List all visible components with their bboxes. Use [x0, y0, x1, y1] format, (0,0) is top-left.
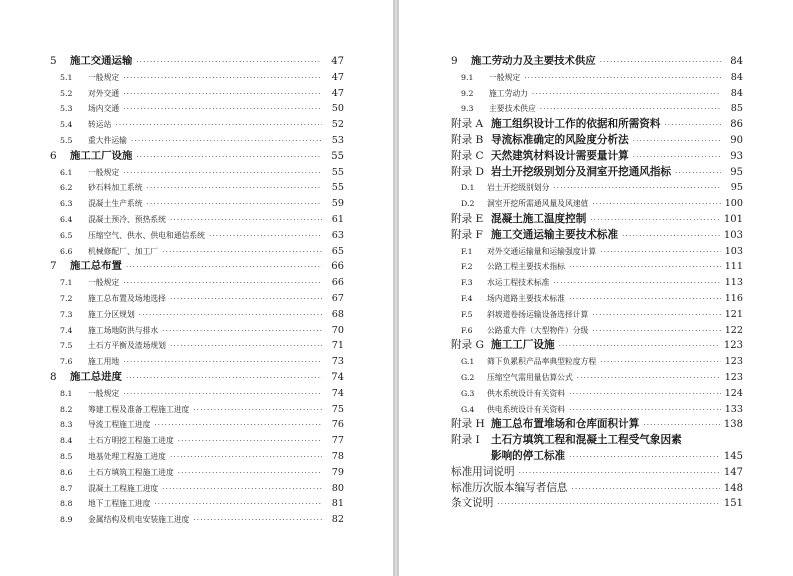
toc-entry[interactable] — [50, 117, 344, 133]
toc-entry[interactable] — [451, 449, 743, 465]
toc-entry[interactable] — [50, 338, 344, 354]
dot-leader — [154, 418, 322, 434]
toc-entry-number: G.3 — [461, 388, 475, 398]
toc-entry[interactable] — [50, 196, 344, 212]
toc-entry[interactable] — [451, 86, 743, 102]
dot-leader — [600, 355, 721, 371]
toc-entry-number: 附录 B — [451, 133, 484, 146]
toc-entry[interactable] — [451, 70, 743, 86]
toc-entry-page: 55 — [331, 182, 344, 194]
toc-entry-page: 76 — [331, 419, 344, 431]
toc-entry[interactable] — [451, 244, 743, 260]
toc-entry[interactable] — [50, 275, 344, 291]
dot-leader — [633, 134, 721, 150]
toc-entry[interactable] — [50, 386, 344, 402]
toc-entry-number: 7.5 — [60, 341, 73, 351]
toc-entry[interactable] — [50, 149, 344, 165]
dot-leader — [524, 71, 721, 87]
toc-entry-page: 86 — [730, 119, 743, 131]
toc-entry-title: 施工总进度 — [70, 370, 122, 383]
toc-entry-number: 5.2 — [60, 88, 73, 98]
toc-entry-page: 84 — [730, 71, 743, 83]
toc-entry-title: 混凝土预冷、预热系统 — [88, 214, 166, 224]
toc-entry[interactable] — [50, 165, 344, 181]
toc-entry-number: F.3 — [461, 278, 473, 288]
toc-entry-title: 压缩空气、供水、供电和通信系统 — [88, 230, 205, 240]
toc-entry-title: 公路重大件（大型物件）分级 — [487, 325, 589, 335]
toc-entry-page: 74 — [331, 387, 344, 399]
toc-entry-number: 9 — [451, 55, 458, 67]
toc-entry-title: 施工交通运输主要技术标准 — [491, 228, 619, 241]
toc-entry-page: 59 — [331, 198, 344, 210]
toc-entry-title: 施工用地 — [88, 357, 120, 367]
toc-entry[interactable] — [50, 465, 344, 481]
toc-entry-title: 施工总布置 — [70, 260, 122, 273]
dot-leader — [592, 197, 720, 213]
toc-entry-page: 73 — [331, 356, 344, 368]
toc-entry-page: 47 — [331, 87, 344, 99]
dot-leader — [559, 339, 720, 355]
dot-leader — [569, 260, 721, 276]
dot-leader — [123, 87, 322, 103]
toc-entry-page: 122 — [724, 324, 743, 336]
toc-entry-title: 土石方明挖工程施工进度 — [88, 436, 174, 446]
dot-leader — [126, 371, 322, 387]
toc-entry-page: 55 — [331, 166, 344, 178]
toc-entry[interactable] — [451, 275, 743, 291]
toc-entry[interactable] — [451, 386, 743, 402]
dot-leader — [592, 324, 720, 340]
toc-entry[interactable] — [451, 354, 743, 370]
toc-entry-title: 一般规定 — [88, 167, 120, 177]
toc-entry[interactable] — [451, 133, 743, 149]
toc-entry-number: 附录 I — [451, 434, 480, 447]
dot-leader — [123, 71, 322, 87]
toc-entry-title: 土石方填筑工程和混凝土工程受气象因素 — [491, 434, 682, 447]
toc-entry[interactable] — [50, 212, 344, 228]
toc-entry-number: D.2 — [461, 199, 475, 209]
toc-entry-number: 6.6 — [60, 246, 73, 256]
dot-leader — [123, 387, 322, 403]
dot-leader — [675, 166, 721, 182]
toc-entry-number: F.1 — [461, 246, 473, 256]
toc-entry-page: 74 — [331, 371, 344, 383]
dot-leader — [497, 497, 720, 513]
toc-entry-page: 71 — [331, 340, 344, 352]
toc-entry-number: 8.2 — [60, 404, 73, 414]
toc-entry-page: 93 — [730, 150, 743, 162]
toc-entry[interactable] — [50, 101, 344, 117]
toc-entry[interactable] — [50, 54, 344, 70]
toc-entry-title: 施工劳动力及主要技术供应 — [471, 55, 596, 67]
toc-entry-title: 地基处理工程施工进度 — [88, 451, 166, 461]
toc-entry-page: 101 — [723, 213, 743, 225]
toc-entry-title: 机械修配厂、加工厂 — [88, 246, 159, 256]
toc-entry-page: 121 — [724, 308, 743, 320]
toc-entry-page: 63 — [331, 229, 344, 241]
toc-entry-page: 103 — [723, 229, 743, 241]
toc-entry-number: 6.2 — [60, 183, 73, 193]
toc-entry-number: 8.5 — [60, 451, 73, 461]
dot-leader — [569, 292, 721, 308]
dot-leader — [162, 324, 322, 340]
toc-entry-title: 施工组织设计工作的依据和所需资料 — [491, 118, 661, 131]
toc-entry-number: 附录 A — [451, 118, 484, 131]
toc-entry-title: 地下工程施工进度 — [88, 499, 151, 509]
dot-leader — [592, 308, 720, 324]
toc-entry-number: 附录 E — [451, 212, 484, 225]
toc-entry[interactable] — [50, 433, 344, 449]
toc-entry[interactable] — [451, 370, 743, 386]
toc-entry-title: 条文说明 — [451, 497, 494, 510]
toc-entry-number: 6.3 — [60, 199, 73, 209]
toc-entry[interactable] — [451, 323, 743, 339]
toc-entry-number: F.2 — [461, 262, 473, 272]
dot-leader — [178, 466, 322, 482]
dot-leader — [136, 55, 322, 71]
toc-entry-number: 9.3 — [461, 104, 474, 114]
dot-leader — [569, 403, 721, 419]
toc-entry-page: 145 — [723, 450, 743, 462]
dot-leader — [123, 166, 322, 182]
dot-leader — [569, 450, 720, 466]
toc-entry-page: 75 — [331, 403, 344, 415]
toc-entry-page: 65 — [331, 245, 344, 257]
toc-entry-page: 147 — [723, 466, 743, 478]
toc-entry-title: 水运工程技术标准 — [487, 278, 550, 288]
toc-entry[interactable] — [50, 496, 344, 512]
toc-entry[interactable] — [451, 291, 743, 307]
toc-entry-title: 场内交通 — [88, 104, 120, 114]
toc-entry[interactable] — [50, 70, 344, 86]
toc-entry[interactable] — [451, 465, 743, 481]
toc-entry-title: 混凝土工程施工进度 — [88, 483, 159, 493]
toc-entry[interactable] — [50, 449, 344, 465]
dot-leader — [540, 102, 721, 118]
toc-entry-title: 一般规定 — [88, 388, 120, 398]
toc-entry-title: 影响的停工标准 — [491, 449, 566, 462]
toc-entry[interactable] — [451, 228, 743, 244]
toc-entry[interactable] — [451, 165, 743, 181]
toc-entry-number: 8.1 — [60, 388, 73, 398]
dot-leader — [209, 229, 322, 245]
toc-entry[interactable] — [451, 117, 743, 133]
toc-entry-number: 附录 F — [451, 228, 483, 241]
toc-entry-page: 84 — [730, 87, 743, 99]
toc-entry[interactable] — [451, 496, 743, 512]
toc-entry-page: 95 — [730, 166, 743, 178]
toc-entry-title: 筹建工程及准备工程施工进度 — [88, 404, 190, 414]
dot-leader — [126, 260, 322, 276]
toc-entry-number: 附录 D — [451, 165, 485, 178]
dot-leader — [123, 276, 322, 292]
toc-entry-title: 供电系统设计有关资料 — [487, 404, 565, 414]
toc-entry-title: 岩土开挖级别划分及洞室开挖通风指标 — [491, 165, 672, 178]
toc-entry-page: 80 — [331, 482, 344, 494]
toc-entry[interactable] — [451, 212, 743, 228]
toc-entry-title: 土石方填筑工程施工进度 — [88, 467, 174, 477]
toc-entry-page: 124 — [724, 387, 743, 399]
toc-list-left — [50, 54, 344, 528]
toc-entry-page: 116 — [724, 292, 743, 304]
toc-entry[interactable] — [50, 402, 344, 418]
toc-entry-number: 7.4 — [60, 325, 73, 335]
toc-entry[interactable] — [451, 149, 743, 165]
dot-leader — [572, 482, 720, 498]
toc-entry[interactable] — [451, 196, 743, 212]
toc-entry-title: 导流工程施工进度 — [88, 420, 151, 430]
toc-entry-page: 95 — [730, 182, 743, 194]
toc-entry-page: 61 — [331, 213, 344, 225]
dot-leader — [600, 245, 721, 261]
dot-leader — [170, 292, 322, 308]
toc-entry-number: 附录 H — [451, 418, 485, 431]
toc-entry-page: 82 — [331, 514, 344, 526]
toc-entry-page: 79 — [331, 466, 344, 478]
toc-entry-title: 岩土开挖级别划分 — [487, 183, 550, 193]
dot-leader — [577, 371, 721, 387]
dot-leader — [162, 245, 322, 261]
toc-entry-page: 100 — [724, 198, 743, 210]
dot-leader — [553, 181, 721, 197]
toc-entry-number: D.1 — [461, 183, 475, 193]
toc-entry-title: 施工总布置堆场和仓库面积计算 — [491, 418, 640, 431]
dot-leader — [193, 513, 322, 529]
toc-entry-title: 施工场地防洪与排水 — [88, 325, 159, 335]
toc-entry-page: 77 — [331, 435, 344, 447]
toc-entry-page: 47 — [331, 56, 344, 67]
toc-entry-title: 施工工厂设施 — [491, 339, 555, 352]
toc-entry-page: 123 — [724, 371, 743, 383]
dot-leader — [553, 276, 720, 292]
toc-entry-number: 8.7 — [60, 483, 73, 493]
toc-entry-page: 111 — [724, 261, 743, 273]
dot-leader — [123, 355, 322, 371]
dot-leader — [170, 339, 322, 355]
toc-entry[interactable] — [50, 291, 344, 307]
toc-entry-page: 138 — [723, 419, 743, 431]
toc-entry-title: 施工交通运输 — [70, 55, 133, 67]
toc-entry-title: 施工总布置及场地选择 — [88, 293, 166, 303]
toc-entry-title: 施工工厂设施 — [70, 149, 133, 162]
toc-entry-page: 103 — [724, 245, 743, 257]
toc-entry-number: 8.4 — [60, 436, 73, 446]
toc-entry-page: 113 — [724, 277, 743, 289]
dot-leader — [633, 150, 721, 166]
toc-entry-number: 5.4 — [60, 120, 73, 130]
toc-entry-title: 混凝土生产系统 — [88, 199, 143, 209]
toc-entry-number: 8.6 — [60, 467, 73, 477]
toc-entry-number: 7.2 — [60, 293, 73, 303]
toc-entry[interactable] — [50, 481, 344, 497]
toc-entry[interactable] — [50, 244, 344, 260]
toc-entry-number: 9.1 — [461, 72, 474, 82]
toc-entry[interactable] — [50, 354, 344, 370]
toc-entry-page: 123 — [723, 340, 743, 352]
left-page — [0, 0, 394, 576]
toc-entry-number: 8.3 — [60, 420, 73, 430]
toc-entry-title: 一般规定 — [88, 72, 120, 82]
toc-entry-page: 53 — [331, 134, 344, 146]
toc-entry[interactable] — [451, 402, 743, 418]
toc-entry-number: 5 — [50, 55, 57, 67]
toc-entry[interactable] — [50, 180, 344, 196]
toc-entry-page: 123 — [724, 356, 743, 368]
toc-entry-number: 5.3 — [60, 104, 73, 114]
toc-entry-title: 天然建筑材料设计需要量计算 — [491, 149, 629, 162]
toc-entry-title: 施工劳动力 — [489, 88, 528, 98]
toc-entry[interactable] — [451, 54, 743, 70]
toc-entry-number: 8 — [50, 370, 57, 383]
toc-entry-number: 附录 C — [451, 149, 484, 162]
toc-entry-number: 6.4 — [60, 214, 73, 224]
toc-entry[interactable] — [50, 370, 344, 386]
toc-entry-page: 148 — [723, 482, 743, 494]
dot-leader — [665, 118, 722, 134]
toc-entry-title: 砂石料加工系统 — [88, 183, 143, 193]
dot-leader — [170, 450, 322, 466]
toc-entry[interactable] — [451, 259, 743, 275]
toc-entry-page: 85 — [730, 103, 743, 115]
toc-entry[interactable] — [451, 433, 743, 449]
toc-entry-page: 55 — [331, 150, 344, 162]
toc-entry-page: 47 — [331, 71, 344, 83]
toc-entry-number: 7.3 — [60, 309, 73, 319]
dot-leader — [123, 102, 322, 118]
toc-entry-title: 导流标准确定的风险度分析法 — [491, 133, 629, 146]
toc-entry-page: 50 — [331, 103, 344, 115]
toc-entry-title: 压缩空气需用量估算公式 — [487, 372, 573, 382]
dot-leader — [154, 497, 322, 513]
toc-entry-page: 68 — [331, 308, 344, 320]
toc-entry[interactable] — [50, 133, 344, 149]
toc-entry-page: 66 — [331, 277, 344, 289]
toc-entry-title: 标准用词说明 — [451, 465, 515, 478]
toc-entry-page: 52 — [331, 119, 344, 131]
toc-entry-title: 对外交通 — [88, 88, 120, 98]
toc-entry[interactable] — [451, 307, 743, 323]
toc-entry-title: 一般规定 — [489, 72, 521, 82]
toc-entry[interactable] — [50, 228, 344, 244]
toc-entry-title: 转运站 — [88, 120, 112, 130]
toc-entry[interactable] — [451, 417, 743, 433]
right-page — [398, 0, 793, 576]
toc-entry[interactable] — [50, 307, 344, 323]
dot-leader — [590, 213, 720, 229]
dot-leader — [178, 434, 322, 450]
toc-entry-page: 81 — [331, 498, 344, 510]
toc-entry[interactable] — [50, 417, 344, 433]
toc-entry-number: F.6 — [461, 325, 473, 335]
toc-entry-title: 斜坡道卷扬运输设备选择计算 — [487, 309, 589, 319]
toc-list-right — [451, 54, 743, 512]
dot-leader — [519, 466, 720, 482]
toc-entry-title: 洞室开挖所需通风量及风速值 — [487, 199, 589, 209]
toc-entry[interactable] — [451, 338, 743, 354]
toc-entry-number: 7 — [50, 260, 57, 273]
toc-entry[interactable] — [50, 259, 344, 275]
toc-entry-number: 5.5 — [60, 135, 73, 145]
dot-leader — [600, 55, 721, 71]
toc-entry[interactable] — [451, 481, 743, 497]
toc-entry-number: 7.6 — [60, 357, 73, 367]
toc-entry-page: 84 — [730, 56, 743, 67]
toc-entry-title: 土石方平衡及渣场规划 — [88, 341, 166, 351]
dot-leader — [643, 418, 720, 434]
toc-entry[interactable] — [451, 101, 743, 117]
toc-entry-number: 8.8 — [60, 499, 73, 509]
toc-entry-title: 金属结构及机电安装施工进度 — [88, 515, 190, 525]
toc-entry-title: 混凝土施工温度控制 — [491, 212, 587, 225]
toc-entry-title: 主要技术供应 — [489, 104, 536, 114]
toc-entry-number: 9.2 — [461, 88, 474, 98]
toc-entry-page: 151 — [723, 498, 743, 510]
toc-entry[interactable] — [451, 180, 743, 196]
toc-entry-title: 对外交通运输量和运输强度计算 — [487, 246, 597, 256]
toc-entry-title: 标准历次版本编写者信息 — [451, 481, 568, 494]
toc-entry-number: 6 — [50, 149, 57, 162]
toc-entry-page: 133 — [724, 403, 743, 415]
toc-entry-title: 施工分区规划 — [88, 309, 135, 319]
toc-entry-title: 一般规定 — [88, 278, 120, 288]
toc-entry-number: 5.1 — [60, 72, 73, 82]
toc-entry-page: 66 — [331, 261, 344, 273]
toc-entry-title: 重大件运输 — [88, 135, 127, 145]
toc-entry-number: F.4 — [461, 293, 473, 303]
dot-leader — [131, 134, 322, 150]
toc-entry-number: 6.1 — [60, 167, 73, 177]
dot-leader — [147, 197, 322, 213]
dot-leader — [193, 403, 322, 419]
toc-entry-page: 78 — [331, 450, 344, 462]
toc-entry-number: 7.1 — [60, 278, 73, 288]
toc-entry-number: G.4 — [461, 404, 475, 414]
dot-leader — [136, 150, 322, 166]
toc-entry[interactable] — [50, 323, 344, 339]
dot-leader — [147, 181, 322, 197]
dot-leader — [622, 229, 720, 245]
toc-entry-number: 附录 G — [451, 339, 485, 352]
toc-entry[interactable] — [50, 512, 344, 528]
dot-leader — [569, 387, 721, 403]
dot-leader — [162, 482, 322, 498]
toc-entry-title: 公路工程主要技术指标 — [487, 262, 565, 272]
toc-entry-page: 67 — [331, 292, 344, 304]
toc-entry-title: 筛下负累积产品率典型粒度方程 — [487, 357, 597, 367]
dot-leader — [115, 118, 322, 134]
dot-leader — [532, 87, 721, 103]
toc-entry[interactable] — [50, 86, 344, 102]
toc-entry-page: 90 — [730, 134, 743, 146]
toc-entry-title: 供水系统设计有关资料 — [487, 388, 565, 398]
toc-entry-number: G.1 — [461, 357, 475, 367]
toc-entry-number: 8.9 — [60, 515, 73, 525]
toc-entry-title: 场内道路主要技术标准 — [487, 293, 565, 303]
dot-leader — [139, 308, 322, 324]
toc-entry-page: 70 — [331, 324, 344, 336]
toc-entry-number: G.2 — [461, 372, 475, 382]
dot-leader — [170, 213, 322, 229]
toc-entry-number: 6.5 — [60, 230, 73, 240]
toc-entry-number: F.5 — [461, 309, 473, 319]
